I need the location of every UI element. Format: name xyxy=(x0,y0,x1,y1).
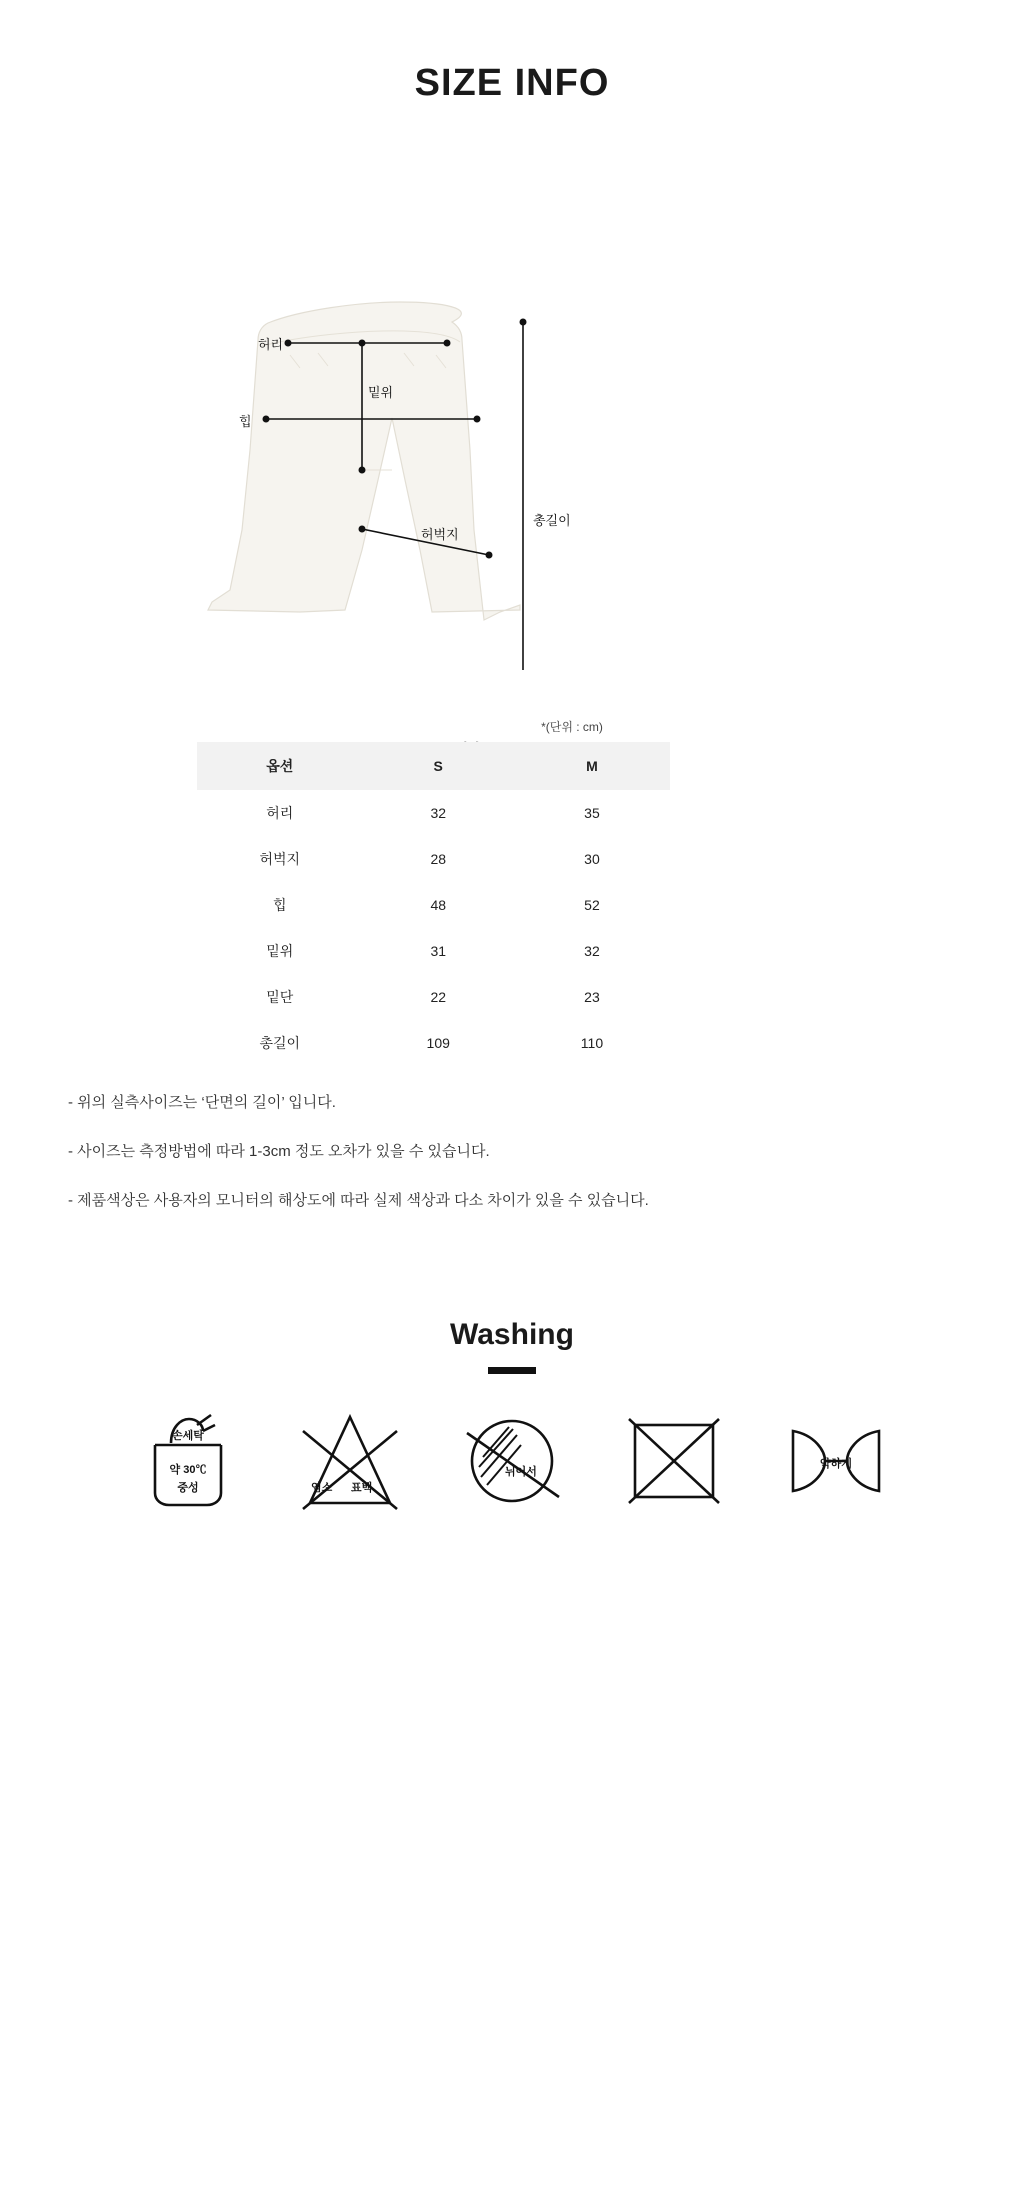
label-thigh: 허벅지 xyxy=(421,527,459,542)
washing-icons xyxy=(0,1405,1024,1515)
row-label: 밑위 xyxy=(266,943,294,959)
hand-wash-line2: 약 30℃ xyxy=(169,1464,207,1476)
table-row xyxy=(197,1020,670,1066)
row-value-s: 109 xyxy=(426,1035,450,1051)
no-bleach-line2: 표백 xyxy=(351,1482,373,1494)
row-value-m: 35 xyxy=(584,805,600,821)
pants-illustration xyxy=(0,150,1024,670)
pants-shape xyxy=(208,302,520,620)
gentle-wring-icon xyxy=(771,1405,901,1515)
label-rise: 밑위 xyxy=(368,385,394,400)
no-bleach-line1: 염소 xyxy=(311,1482,333,1494)
washing-title: Washing xyxy=(450,1318,574,1351)
no-tumble-dry-icon xyxy=(609,1405,739,1515)
row-label: 허리 xyxy=(266,805,294,821)
no-bleach-icon xyxy=(285,1405,415,1515)
page-title: SIZE INFO xyxy=(414,62,610,104)
row-label: 총길이 xyxy=(259,1035,301,1051)
row-label: 허벅지 xyxy=(259,851,301,867)
row-value-m: 23 xyxy=(584,989,600,1005)
note-line: - 제품색상은 사용자의 모니터의 해상도에 따라 실제 색상과 다소 차이가 있을 수 있습니다. xyxy=(68,1192,649,1209)
size-diagram xyxy=(0,150,1024,670)
row-value-m: 30 xyxy=(584,851,600,867)
row-value-s: 31 xyxy=(430,943,447,959)
table-header-option: 옵션 xyxy=(197,742,363,790)
table-header-m: M xyxy=(514,742,670,790)
gentle-wring-line1: 약하게 xyxy=(820,1458,852,1470)
row-value-m: 52 xyxy=(584,897,600,913)
row-value-s: 32 xyxy=(430,805,447,821)
washing-divider xyxy=(488,1367,536,1374)
note-line: - 위의 실측사이즈는 ‘단면의 길이’ 입니다. xyxy=(68,1094,336,1111)
table-header-s: S xyxy=(363,742,514,790)
size-table xyxy=(197,742,670,1066)
row-value-s: 22 xyxy=(430,989,447,1005)
label-total-length: 총길이 xyxy=(533,513,571,528)
dry-flat-line1: 뉘어서 xyxy=(505,1466,537,1478)
notes-block xyxy=(68,1092,968,1239)
label-waist: 허리 xyxy=(258,337,284,352)
table-row xyxy=(197,836,670,882)
hand-wash-line1: 손세탁 xyxy=(172,1430,204,1442)
table-row xyxy=(197,928,670,974)
row-value-m: 32 xyxy=(584,943,600,959)
hand-wash-icon xyxy=(123,1405,253,1515)
row-label: 힙 xyxy=(273,897,287,913)
table-row xyxy=(197,882,670,928)
unit-note-text: *(단위 : cm) xyxy=(541,720,603,734)
label-hip: 힙 xyxy=(239,414,252,429)
table-header-row xyxy=(197,742,670,790)
hand-wash-line3: 중성 xyxy=(177,1482,199,1494)
note-line: - 사이즈는 측정방법에 따라 1-3cm 정도 오차가 있을 수 있습니다. xyxy=(68,1143,490,1160)
dry-flat-icon xyxy=(447,1405,577,1515)
row-value-s: 28 xyxy=(430,851,447,867)
row-value-s: 48 xyxy=(430,897,447,913)
row-label: 밑단 xyxy=(266,989,294,1005)
unit-note xyxy=(0,718,1024,735)
table-row xyxy=(197,974,670,1020)
row-value-m: 110 xyxy=(580,1035,604,1051)
table-row xyxy=(197,790,670,836)
